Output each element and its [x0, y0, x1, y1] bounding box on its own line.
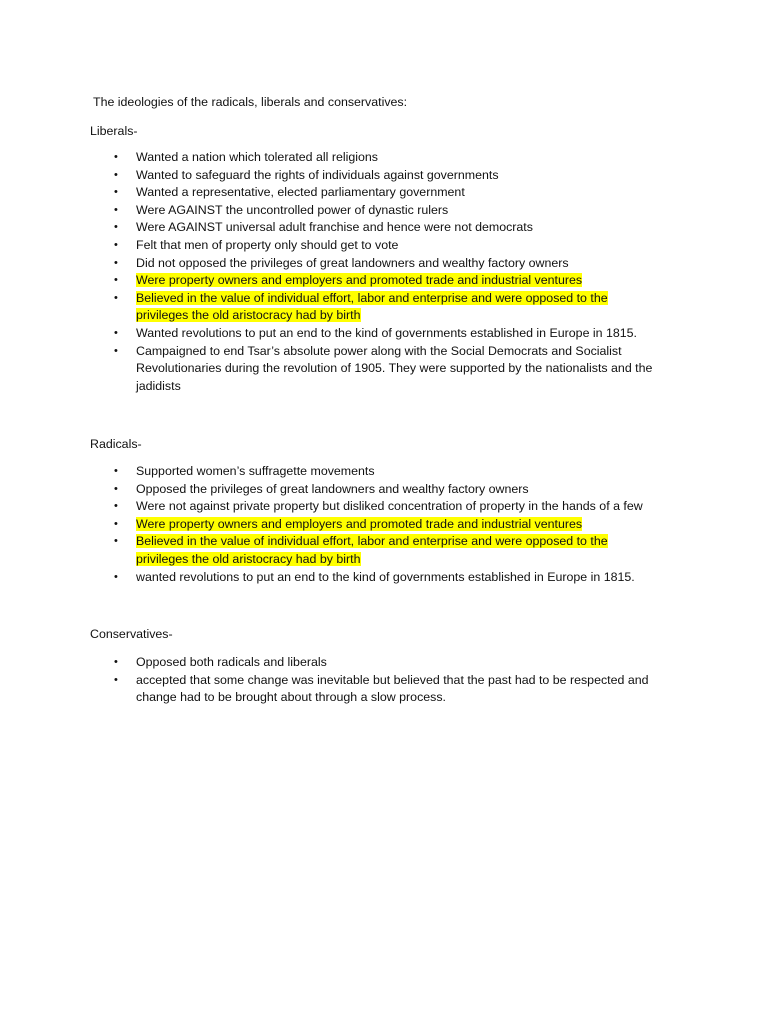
- list-item-line: Believed in the value of individual effort, labor and enterprise and were opposed to the: [136, 290, 608, 305]
- bullet-icon: •: [114, 535, 118, 548]
- list-item-text: [136, 185, 465, 199]
- bullet-icon: •: [114, 465, 118, 477]
- list-item-text: [136, 256, 569, 270]
- bullet-icon: •: [114, 274, 118, 287]
- list-item-line: Were property owners and employers and promoted trade and industrial ventures: [136, 516, 583, 531]
- list-item-line: Revolutionaries during the revolution of 1905. They were supported by the nationalists and the: [136, 361, 653, 376]
- list-item: [110, 498, 680, 516]
- list-item-text: [136, 273, 582, 287]
- radicals-list: [110, 463, 680, 586]
- list-item: [110, 219, 680, 237]
- list-item-line: privileges the old aristocracy had by birth: [136, 551, 361, 566]
- list-item-line: Wanted a nation which tolerated all religions: [136, 150, 378, 164]
- list-item-line: Wanted to safeguard the rights of individuals against governments: [136, 167, 499, 182]
- list-item: [110, 481, 680, 499]
- list-item-text: [136, 344, 652, 393]
- list-item-line: wanted revolutions to put an end to the kind of governments established in Europe in 1815.: [136, 569, 635, 584]
- conservatives-list: [110, 654, 680, 707]
- list-item-text: [136, 482, 529, 496]
- list-item-text: [136, 291, 608, 323]
- list-item-text: [136, 673, 649, 705]
- bullet-icon: •: [114, 673, 118, 686]
- list-item-line: privileges the old aristocracy had by birth: [136, 308, 361, 323]
- section-heading-conservatives: Conservatives-: [90, 627, 173, 641]
- bullet-icon: •: [114, 344, 118, 357]
- bullet-icon: •: [114, 482, 118, 495]
- bullet-icon: •: [114, 517, 118, 530]
- list-item-line: Campaigned to end Tsar’s absolute power along with the Social Democrats and Socialist: [136, 343, 622, 358]
- list-item-text: [136, 326, 637, 340]
- bullet-icon: •: [114, 570, 118, 583]
- bullet-icon: •: [114, 186, 118, 199]
- list-item-line: change had to be brought about through a slow process.: [136, 690, 446, 705]
- list-item: [110, 149, 680, 167]
- liberals-list: [110, 149, 680, 395]
- list-item-line: Were AGAINST universal adult franchise and hence were not democrats: [136, 220, 533, 235]
- list-item-line: Opposed the privileges of great landowners and wealthy factory owners: [136, 481, 529, 496]
- list-item: [110, 533, 680, 568]
- section-heading-radicals: Radicals-: [90, 437, 142, 451]
- document-title: The ideologies of the radicals, liberals and conservatives:: [93, 95, 408, 109]
- list-item-text: [136, 203, 448, 217]
- list-item: [110, 167, 680, 185]
- bullet-icon: •: [114, 221, 118, 234]
- list-item: [110, 184, 680, 202]
- list-item-line: Were property owners and employers and promoted trade and industrial ventures: [136, 273, 583, 288]
- list-item-text: [136, 517, 582, 531]
- list-item-line: Believed in the value of individual effort, labor and enterprise and were opposed to the: [136, 534, 608, 549]
- list-item-text: [136, 238, 398, 252]
- list-item: [110, 325, 680, 343]
- list-item-line: Wanted a representative, elected parliamentary government: [136, 185, 465, 200]
- list-item-text: [136, 534, 608, 566]
- list-item-line: accepted that some change was inevitable but believed that the past had to be respected and: [136, 672, 649, 687]
- bullet-icon: •: [114, 168, 118, 181]
- bullet-icon: •: [114, 656, 118, 668]
- list-item-line: Felt that men of property only should get to vote: [136, 237, 399, 252]
- list-item-line: Wanted revolutions to put an end to the kind of governments established in Europe in 1815.: [136, 325, 637, 340]
- list-item-line: Were AGAINST the uncontrolled power of dynastic rulers: [136, 202, 449, 217]
- list-item-line: Supported women’s suffragette movements: [136, 464, 375, 478]
- bullet-icon: •: [114, 256, 118, 269]
- list-item: [110, 463, 680, 481]
- list-item: [110, 516, 680, 534]
- list-item-text: [136, 150, 378, 164]
- list-item-text: [136, 220, 533, 234]
- bullet-icon: •: [114, 203, 118, 216]
- list-item-line: Were not against private property but disliked concentration of property in the hands of a few: [136, 499, 643, 514]
- list-item: [110, 272, 680, 290]
- list-item: [110, 569, 680, 587]
- bullet-icon: •: [114, 291, 118, 304]
- list-item-line: jadidists: [136, 378, 181, 393]
- list-item-text: [136, 655, 327, 669]
- bullet-icon: •: [114, 238, 118, 251]
- list-item: [110, 237, 680, 255]
- list-item: [110, 202, 680, 220]
- list-item-line: Opposed both radicals and liberals: [136, 655, 327, 669]
- list-item-line: Did not opposed the privileges of great landowners and wealthy factory owners: [136, 255, 569, 270]
- bullet-icon: •: [114, 326, 118, 339]
- list-item: [110, 290, 680, 325]
- bullet-icon: •: [114, 151, 118, 163]
- list-item: [110, 343, 680, 396]
- list-item-text: [136, 570, 635, 584]
- list-item: [110, 654, 680, 672]
- list-item-text: [136, 168, 499, 182]
- bullet-icon: •: [114, 500, 118, 513]
- list-item-text: [136, 464, 375, 478]
- list-item: [110, 255, 680, 273]
- list-item-text: [136, 499, 643, 513]
- list-item: [110, 672, 680, 707]
- section-heading-liberals: Liberals-: [90, 124, 138, 138]
